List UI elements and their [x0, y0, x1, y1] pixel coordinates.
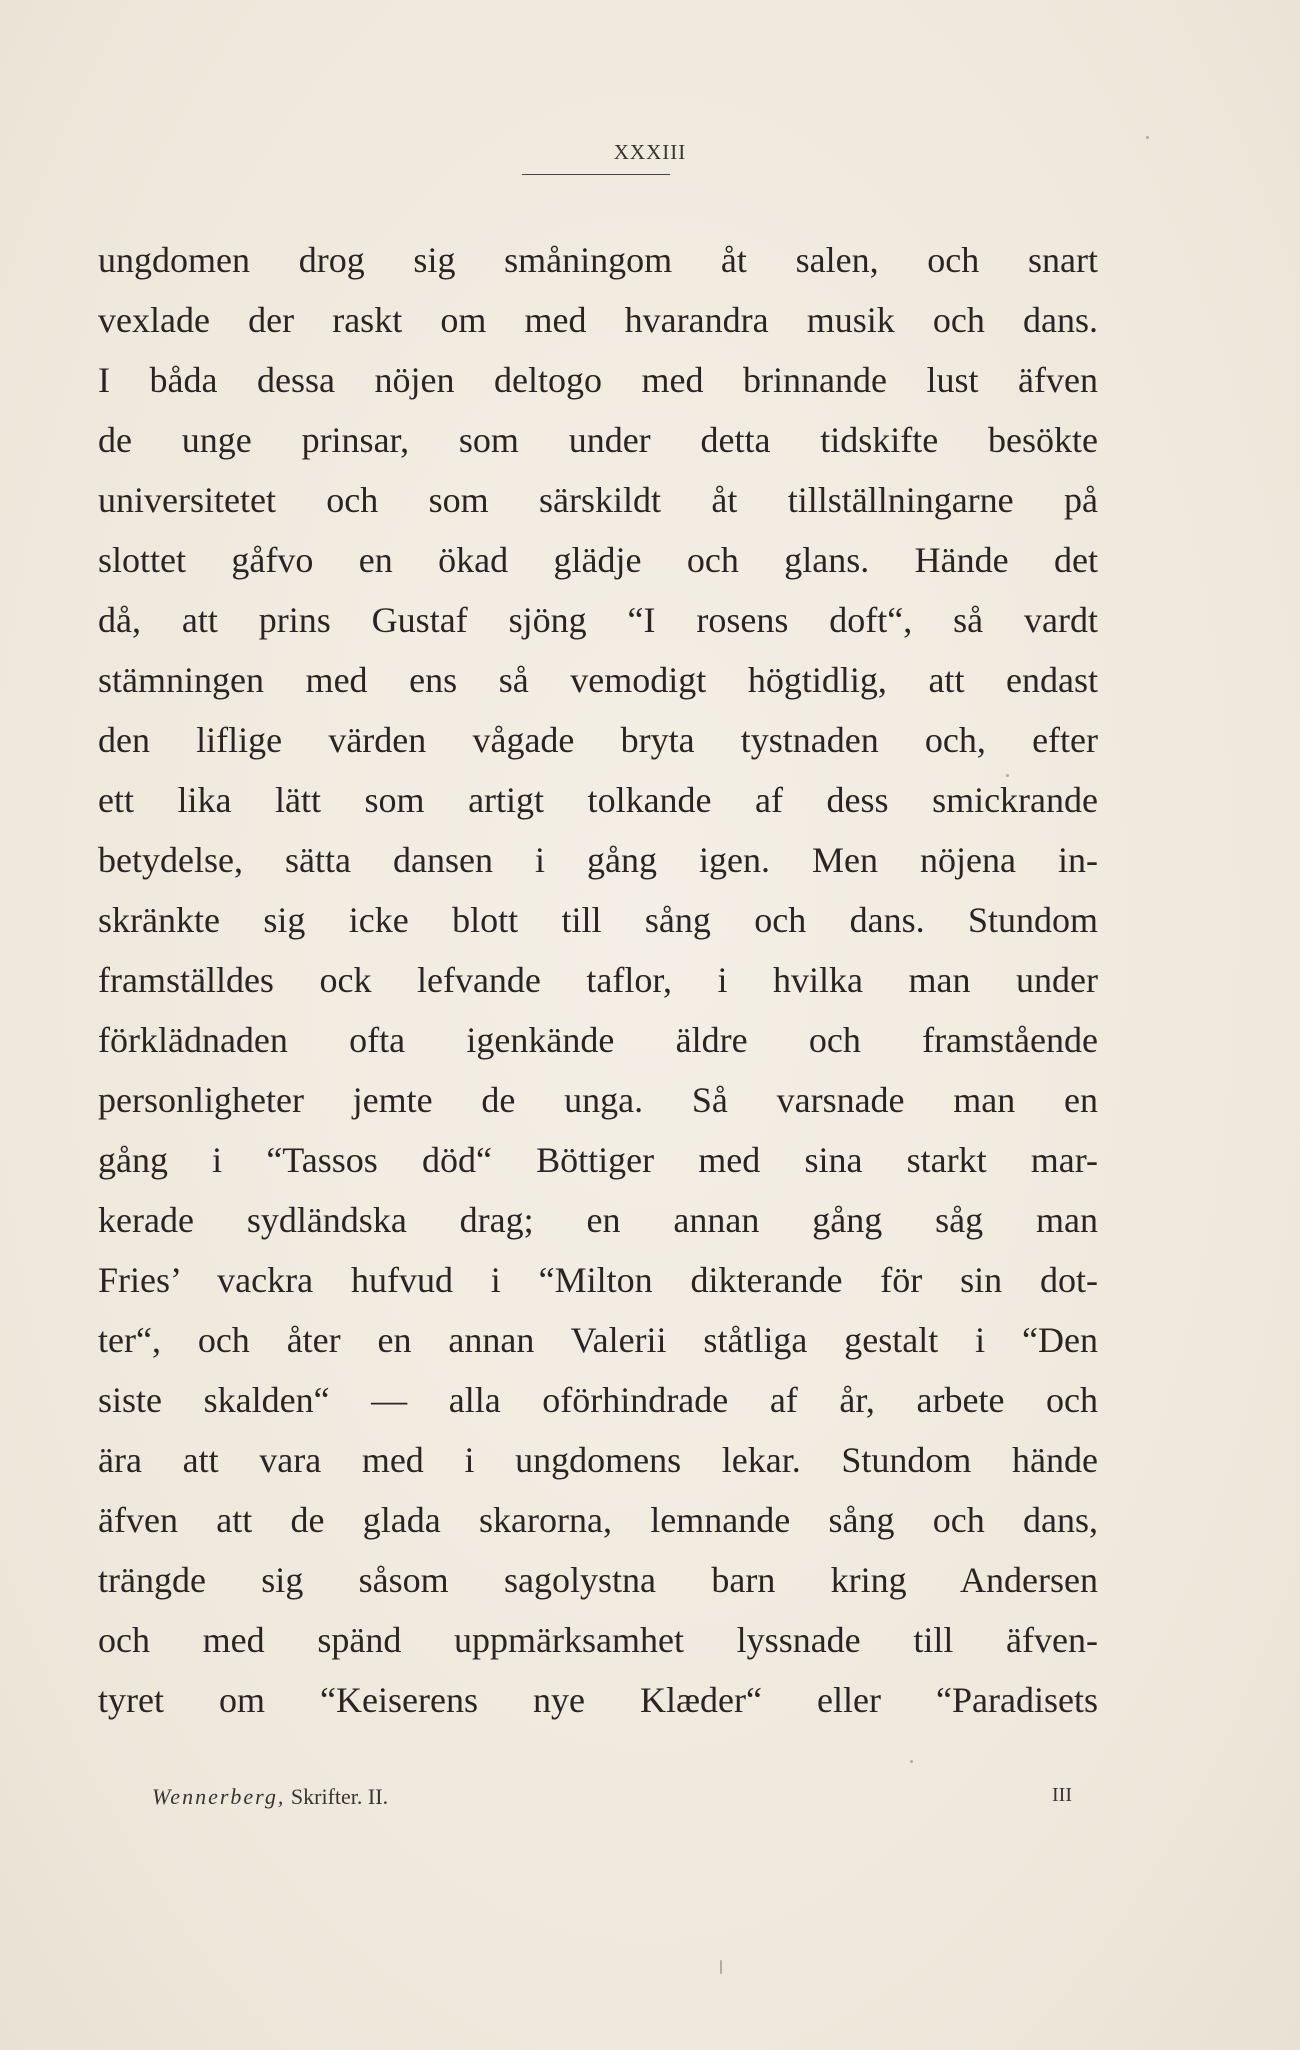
- text-line: ett lika lätt som artigt tolkande af dess smickrande: [98, 780, 1098, 820]
- text-line: ter“, och åter en annan Valerii ståtliga gestalt i “Den: [98, 1320, 1098, 1360]
- footer-citation: [152, 1784, 388, 1810]
- text-line: skränkte sig icke blott till sång och dans. Stundom: [98, 900, 1098, 940]
- text-line: stämningen med ens så vemodigt högtidlig, att endast: [98, 660, 1098, 700]
- text-line: ära att vara med i ungdomens lekar. Stundom hände: [98, 1440, 1098, 1480]
- footer-title: Skrifter.: [290, 1784, 363, 1809]
- paper-speck: [720, 1960, 722, 1974]
- page-number: XXXIII: [613, 140, 687, 164]
- text-line: slottet gåfvo en ökad glädje och glans. Hände det: [98, 540, 1098, 580]
- text-line: I båda dessa nöjen deltogo med brinnande lust äfven: [98, 360, 1098, 400]
- footer-author: Wennerberg,: [152, 1784, 286, 1809]
- text-line: trängde sig såsom sagolystna barn kring Andersen: [98, 1560, 1098, 1600]
- text-line: då, att prins Gustaf sjöng “I rosens doft“, så vardt: [98, 600, 1098, 640]
- text-line: och med spänd uppmärksamhet lyssnade till äfven-: [98, 1620, 1098, 1660]
- signature-mark: III: [1052, 1784, 1072, 1806]
- text-line: universitetet och som särskildt åt tillställningarne på: [98, 480, 1098, 520]
- paper-speck: [910, 1760, 913, 1763]
- text-line: vexlade der raskt om med hvarandra musik och dans.: [98, 300, 1098, 340]
- page-footer: [152, 1784, 1072, 1824]
- text-line: förklädnaden ofta igenkände äldre och framstående: [98, 1020, 1098, 1060]
- header-rule: [522, 174, 670, 175]
- text-line: framställdes ock lefvande taflor, i hvilka man under: [98, 960, 1098, 1000]
- page-header: [0, 140, 1300, 165]
- text-line: siste skalden“ — alla oförhindrade af år, arbete och: [98, 1380, 1098, 1420]
- text-line: den liflige värden vågade bryta tystnaden och, efter: [98, 720, 1098, 760]
- body-text: [98, 230, 1098, 1730]
- text-line: tyret om “Keiserens nye Klæder“ eller “Paradisets: [98, 1680, 1098, 1720]
- paper-speck: [1006, 774, 1009, 777]
- text-line: ungdomen drog sig småningom åt salen, och snart: [98, 240, 1098, 280]
- footer-volume: II.: [367, 1784, 389, 1809]
- paper-speck: [1146, 136, 1149, 139]
- text-line: äfven att de glada skarorna, lemnande sång och dans,: [98, 1500, 1098, 1540]
- text-line: betydelse, sätta dansen i gång igen. Men nöjena in-: [98, 840, 1098, 880]
- text-line: personligheter jemte de unga. Så varsnade man en: [98, 1080, 1098, 1120]
- text-line: de unge prinsar, som under detta tidskifte besökte: [98, 420, 1098, 460]
- text-line: gång i “Tassos död“ Böttiger med sina starkt mar-: [98, 1140, 1098, 1180]
- text-line: Fries’ vackra hufvud i “Milton dikterande för sin dot-: [98, 1260, 1098, 1300]
- text-line: kerade sydländska drag; en annan gång såg man: [98, 1200, 1098, 1240]
